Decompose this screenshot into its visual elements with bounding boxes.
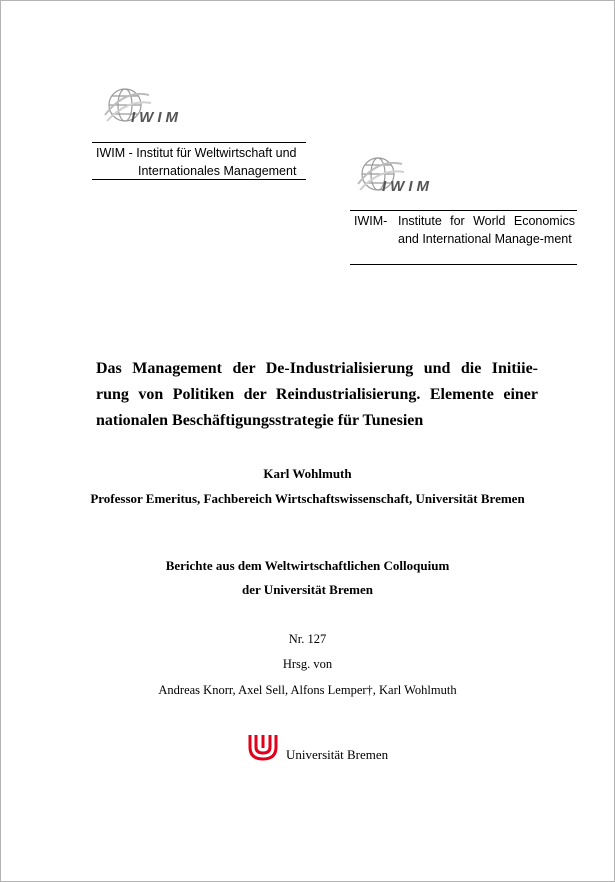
document-title — [96, 356, 538, 434]
title-line: Das Management der De-Industrialisierung und die Initiie- — [96, 360, 538, 377]
editor-label: Hrsg. von — [282, 657, 333, 671]
institute-en-abbr: IWIM- — [354, 214, 388, 228]
iwim-logo-de — [103, 83, 213, 139]
institute-de-line1: IWIM - Institut für Weltwirtschaft und — [96, 146, 297, 160]
series-title-line1: Berichte aus dem Weltwirtschaftlichen Colloquium — [165, 558, 450, 573]
institute-name-de — [96, 144, 311, 180]
series-title-line2: der Universität Bremen — [242, 582, 373, 597]
author-name: Karl Wohlmuth — [263, 466, 352, 481]
logo-wordmark: IWIM — [131, 109, 182, 126]
title-line: rung von Politiken der Reindustrialisierung. Elemente einer — [96, 386, 538, 403]
divider — [350, 264, 577, 265]
title-line: nationalen Beschäftigungsstrategie für Tunesien — [96, 412, 424, 429]
university-name: Universität Bremen — [286, 747, 389, 762]
university-logo-icon — [247, 733, 279, 761]
divider — [350, 210, 577, 211]
divider — [92, 142, 306, 143]
institute-de-line2: Internationales Management — [138, 164, 297, 178]
iwim-logo-en — [356, 152, 466, 208]
divider — [92, 179, 306, 180]
author-affiliation: Professor Emeritus, Fachbereich Wirtschaftswissenschaft, Universität Bremen — [90, 491, 525, 506]
logo-wordmark: IWIM — [382, 178, 433, 195]
editors-list: Andreas Knorr, Axel Sell, Alfons Lemper†, Karl Wohlmuth — [158, 683, 457, 697]
report-number: Nr. 127 — [288, 632, 327, 646]
institute-en-name: Institute for World Economics and International Manage-ment — [398, 214, 575, 246]
